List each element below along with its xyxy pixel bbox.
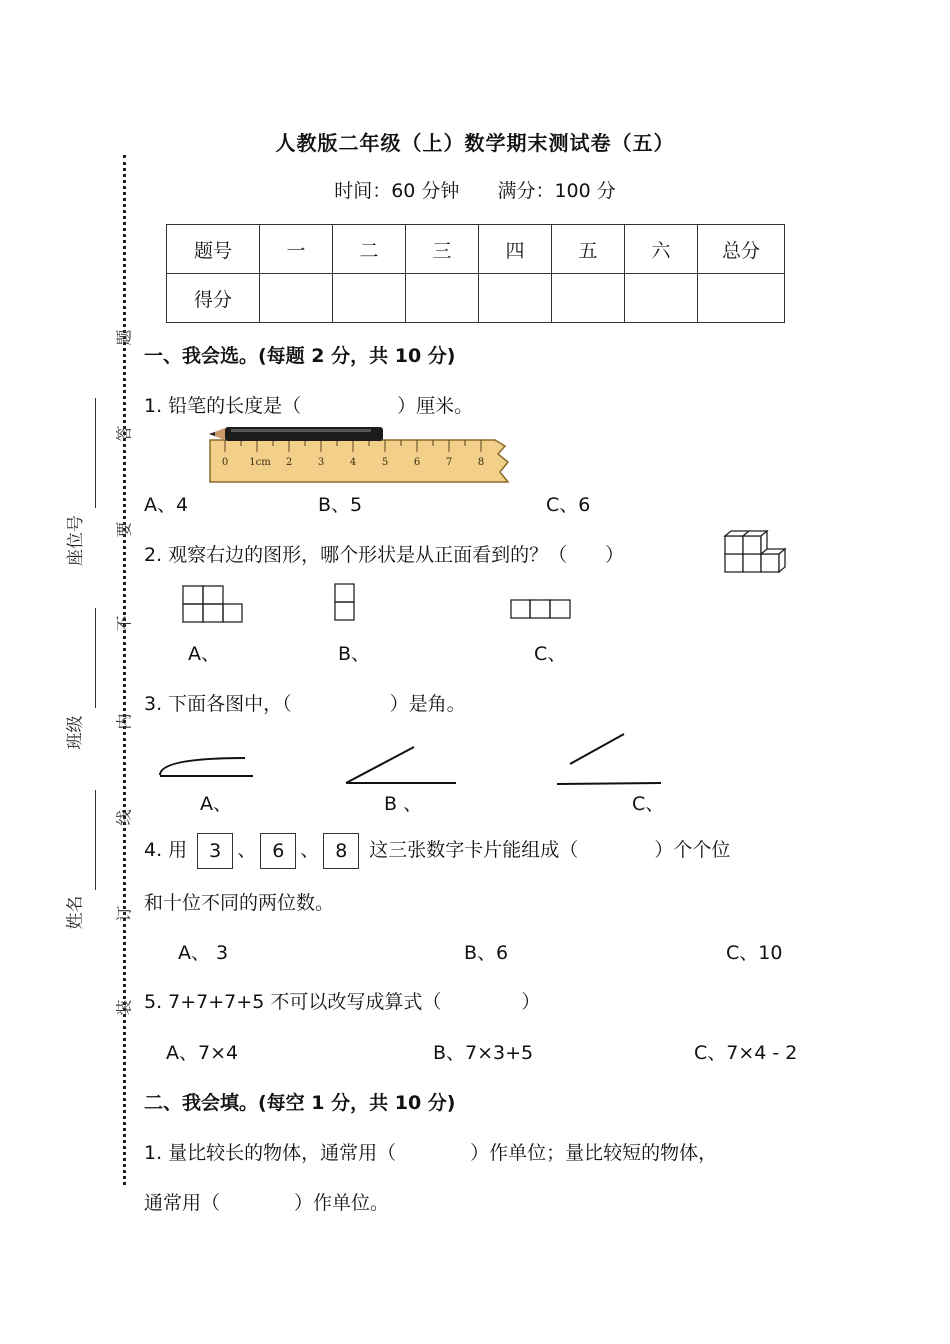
q5-stem-start: 5. 7+7+7+5 不可以改写成算式（ xyxy=(144,991,442,1013)
exam-info xyxy=(0,176,950,203)
score-row-label: 得分 xyxy=(167,274,260,323)
class-label: 班级 xyxy=(65,715,86,750)
s2q1-line1-start: 1. 量比较长的物体，通常用（ xyxy=(144,1142,397,1164)
q3-figure-b xyxy=(346,747,414,783)
question-2-stem xyxy=(144,540,624,567)
q2-option-c[interactable]: C、 xyxy=(534,643,567,665)
q3-option-c[interactable]: C、 xyxy=(632,793,665,815)
q1-option-b[interactable]: B、5 xyxy=(318,494,363,516)
q2-option-b[interactable]: B、 xyxy=(338,643,371,665)
binding-char: 内 xyxy=(114,713,134,730)
score-header-cell: 二 xyxy=(333,225,406,274)
q1-stem-end: ）厘米。 xyxy=(397,395,474,417)
score-header-cell: 六 xyxy=(625,225,698,274)
q3-figure-a xyxy=(160,758,245,775)
q2-shape-b xyxy=(333,583,357,623)
name-blank[interactable] xyxy=(95,790,96,890)
q2-shape-a xyxy=(182,585,244,625)
ruler-label: 7 xyxy=(445,457,453,468)
ruler-label: 8 xyxy=(477,457,485,468)
q2-stem-end: ） xyxy=(605,544,625,566)
ruler-label: 0 xyxy=(221,457,229,468)
q4-stem-end: ）个个位 xyxy=(654,839,731,861)
q4-stem-line2: 和十位不同的两位数。 xyxy=(144,892,335,914)
score-cell[interactable] xyxy=(479,274,552,323)
seat-number-blank[interactable] xyxy=(95,398,96,508)
score-cell[interactable] xyxy=(552,274,625,323)
score-cell[interactable] xyxy=(260,274,333,323)
q5-option-c[interactable]: C、7×4 - 2 xyxy=(694,1042,798,1064)
q4-separator: 、 xyxy=(300,839,320,861)
score-cell[interactable] xyxy=(625,274,698,323)
q2-shape-c xyxy=(510,598,572,620)
number-card: 8 xyxy=(323,833,359,869)
binding-char: 要 xyxy=(114,521,134,538)
section-2-q1-line2 xyxy=(144,1188,389,1215)
q5-option-a[interactable]: A、7×4 xyxy=(166,1042,239,1064)
binding-char: 题 xyxy=(114,329,134,346)
number-card: 3 xyxy=(197,833,233,869)
full-score: 满分：100 分 xyxy=(497,180,616,202)
q3-stem-start: 3. 下面各图中，（ xyxy=(144,693,292,715)
q3-angle-figures xyxy=(150,730,680,790)
number-card: 6 xyxy=(260,833,296,869)
q5-option-b[interactable]: B、7×3+5 xyxy=(433,1042,534,1064)
score-header-cell: 三 xyxy=(406,225,479,274)
time-limit: 时间：60 分钟 xyxy=(334,180,460,202)
ruler-label: 6 xyxy=(413,457,421,468)
q4-stem-middle: 这三张数字卡片能组成（ xyxy=(369,839,579,861)
q4-option-a[interactable]: A、 3 xyxy=(178,942,229,964)
s2q1-line2-start: 通常用（ xyxy=(144,1192,221,1214)
ruler-label: 1cm xyxy=(249,457,271,468)
ruler-label: 5 xyxy=(381,457,389,468)
q3-option-a[interactable]: A、 xyxy=(200,793,232,815)
q4-option-b[interactable]: B、6 xyxy=(464,942,509,964)
s2q1-line2-end: ）作单位。 xyxy=(294,1192,390,1214)
q4-separator: 、 xyxy=(237,839,257,861)
section-2-q1-line1 xyxy=(144,1138,717,1165)
score-table-header-row xyxy=(167,225,785,274)
score-header-cell: 总分 xyxy=(698,225,785,274)
class-blank[interactable] xyxy=(95,608,96,708)
question-5-stem xyxy=(144,987,540,1014)
q3-figure-c xyxy=(570,734,624,764)
section-2-heading: 二、我会填。(每空 1 分，共 10 分) xyxy=(144,1092,456,1114)
q5-stem-end: ） xyxy=(521,991,541,1013)
q4-stem-start: 4. 用 xyxy=(144,839,188,861)
q4-option-c[interactable]: C、10 xyxy=(726,942,783,964)
section-1-heading: 一、我会选。(每题 2 分，共 10 分) xyxy=(144,345,456,367)
score-cell[interactable] xyxy=(698,274,785,323)
score-header-cell: 一 xyxy=(260,225,333,274)
score-table-score-row xyxy=(167,274,785,323)
score-header-cell: 题号 xyxy=(167,225,260,274)
q2-option-a[interactable]: A、 xyxy=(188,643,220,665)
score-cell[interactable] xyxy=(333,274,406,323)
question-1-stem xyxy=(144,391,473,418)
binding-char: 不 xyxy=(114,615,134,632)
seat-number-label: 座位号 xyxy=(66,515,86,566)
binding-char: 订 xyxy=(114,905,134,922)
q1-stem-start: 1. 铅笔的长度是（ xyxy=(144,395,302,417)
binding-dotted-line xyxy=(123,155,126,1185)
ruler-label: 4 xyxy=(349,457,357,468)
name-label: 姓名 xyxy=(65,895,86,930)
q2-stem: 2. 观察右边的图形，哪个形状是从正面看到的？（ xyxy=(144,544,568,566)
cube-stack-figure xyxy=(723,530,787,576)
question-4-stem xyxy=(144,832,730,869)
page-title: 人教版二年级（上）数学期末测试卷（五） xyxy=(275,131,675,155)
score-header-cell: 五 xyxy=(552,225,625,274)
binding-char: 装 xyxy=(114,999,134,1016)
question-3-stem xyxy=(144,689,466,716)
q3-option-b[interactable]: B 、 xyxy=(384,793,423,815)
s2q1-line1-end: ）作单位；量比较短的物体， xyxy=(470,1142,718,1164)
score-header-cell: 四 xyxy=(479,225,552,274)
score-cell[interactable] xyxy=(406,274,479,323)
q3-stem-end: ）是角。 xyxy=(389,693,466,715)
q1-option-a[interactable]: A、4 xyxy=(144,494,189,516)
binding-char: 线 xyxy=(114,809,134,826)
q1-option-c[interactable]: C、6 xyxy=(546,494,591,516)
ruler-label: 3 xyxy=(317,457,325,468)
ruler-label: 2 xyxy=(285,457,293,468)
score-table xyxy=(166,224,785,323)
binding-char: 答 xyxy=(114,425,134,442)
